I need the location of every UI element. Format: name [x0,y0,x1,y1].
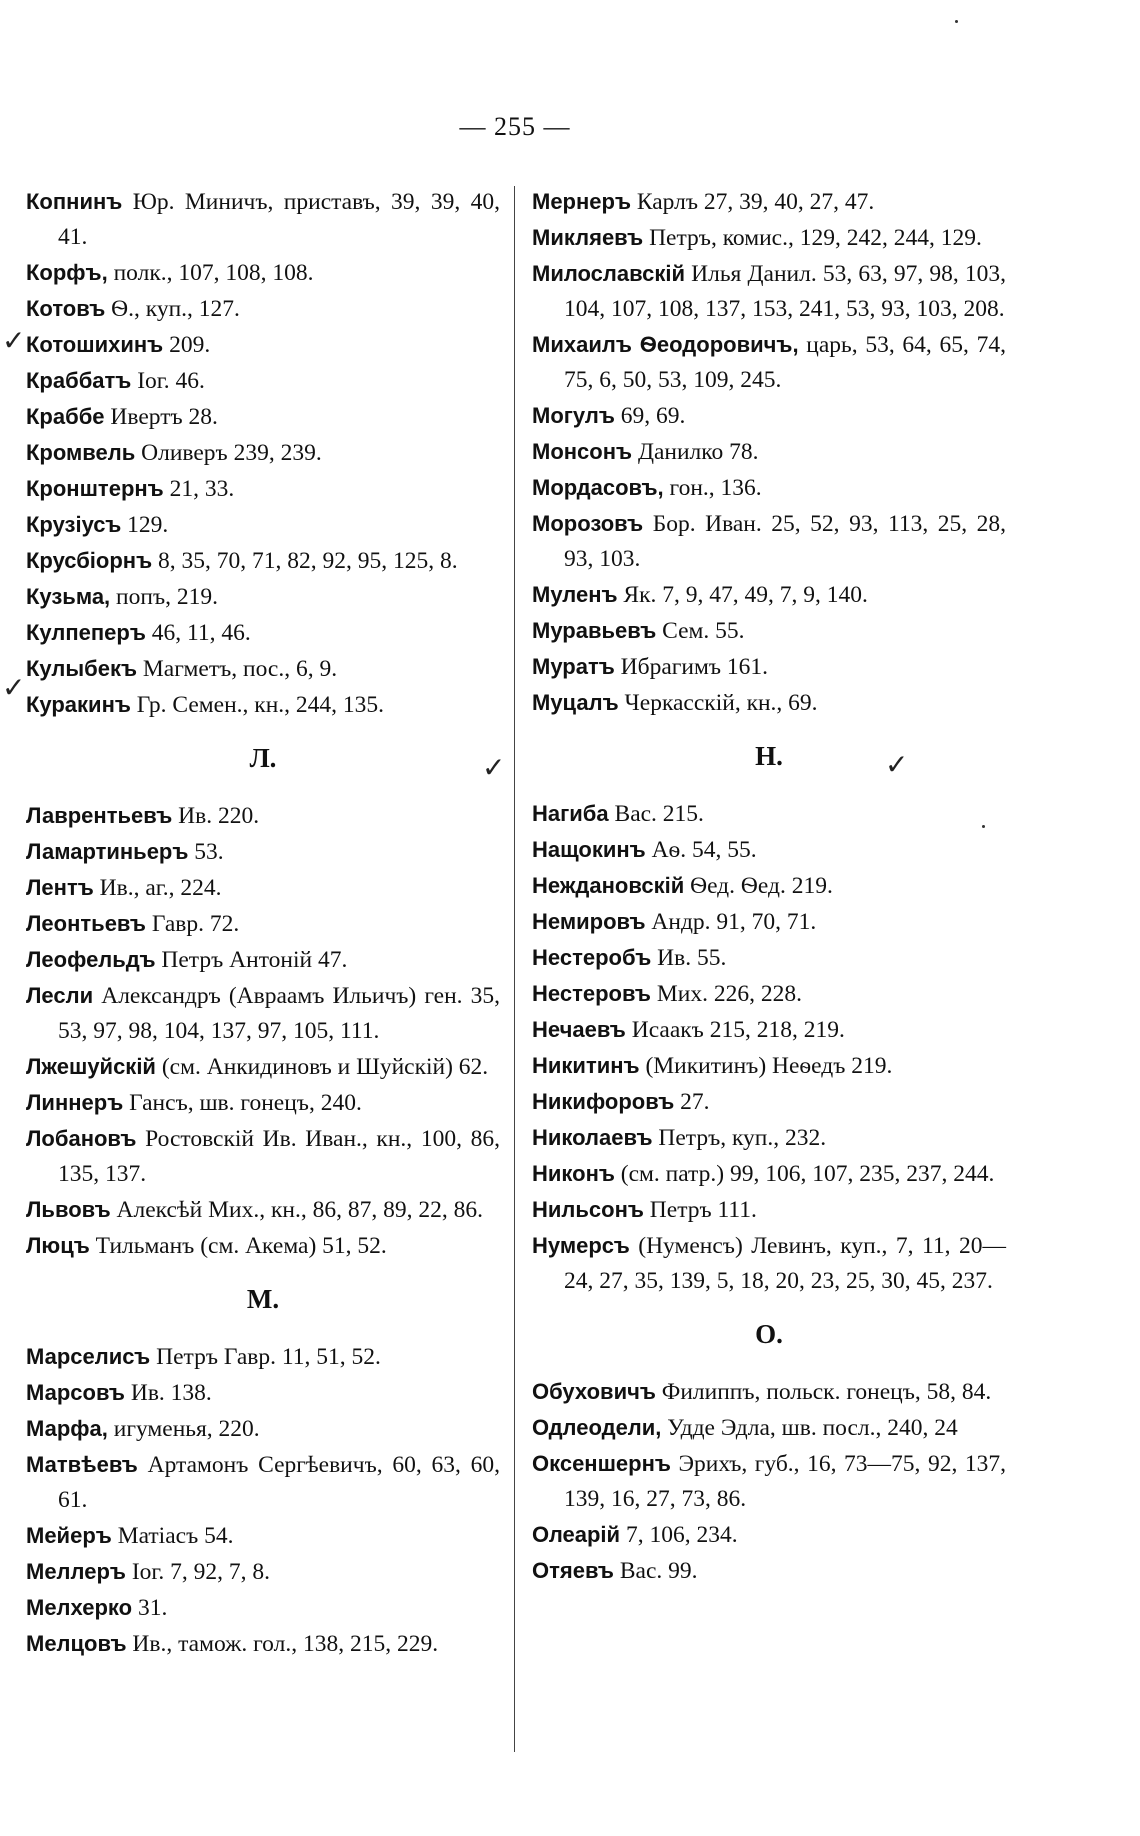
entry-references: 129. [127,512,169,538]
entry-references: 8, 35, 70, 71, 82, 92, 95, 125, 8. [158,548,458,574]
index-entry [26,942,500,978]
index-entry [532,1553,1006,1589]
index-entry [532,1084,1006,1120]
entry-references: Карлъ 27, 39, 40, 27, 47. [636,189,875,215]
entry-name: Леонтьевъ [26,911,146,936]
entry-references: Петръ, куп., 232. [658,1125,827,1151]
checkmark-icon: ✓ [482,751,506,784]
entry-references: Іог. 46. [137,368,205,394]
entry-references: Гансъ, шв. гонецъ, 240. [129,1090,362,1116]
index-entry [26,906,500,942]
index-entry [26,435,500,471]
entry-name: Матвѣевъ [26,1452,138,1477]
entry-name: Лжешуйскій [26,1054,156,1079]
index-entry [26,870,500,906]
entry-references: Ивертъ 28. [110,404,218,430]
index-entry [532,868,1006,904]
index-entry [26,798,500,834]
index-entry [26,291,500,327]
entry-name: Копнинъ [26,189,123,214]
entry-name: Микляевъ [532,225,644,250]
index-entry [26,1590,500,1626]
entry-references: 53. [194,839,224,865]
index-entry [26,1049,500,1085]
entry-name: Муцалъ [532,690,619,715]
entry-references: 209. [169,332,211,358]
entry-name: Муратъ [532,654,615,679]
entry-name: Немировъ [532,909,646,934]
letter-heading: М. [246,1284,280,1314]
entry-name: Нумерсъ [532,1233,630,1258]
entry-name: Неждановскій [532,873,685,898]
entry-name: Олеарій [532,1522,621,1547]
entry-name: Обуховичъ [532,1379,656,1404]
entry-name: Кулпеперъ [26,620,146,645]
entry-references: (см. патр.) 99, 106, 107, 235, 237, 244. [620,1161,995,1187]
index-entry [532,184,1006,220]
entry-references: Вас. 215. [614,801,704,827]
entry-name: Нащокинъ [532,837,646,862]
entry-references: Бор. Иван. 25, 52, 93, 113, 25, 28, 93, 103. [564,511,1007,572]
checkmark-icon: ✓ [2,324,26,357]
checkmark-icon: ✓ [2,671,26,704]
index-entry [26,615,500,651]
entry-references: Ив., тамож. гол., 138, 215, 229. [132,1631,439,1657]
index-entry [532,1228,1006,1299]
entry-references: Александръ (Авраамъ Ильичъ) ген. 35, 53, 97, 98, 104, 137, 97, 105, 111. [58,983,500,1044]
entry-references: игуменья, 220. [113,1416,260,1442]
index-entry [26,1447,500,1518]
entry-references: попъ, 219. [116,584,218,610]
right-column [532,184,1006,1589]
index-entry [26,687,500,723]
entry-name: Оксеншернъ [532,1451,671,1476]
entry-name: Кулыбекъ [26,656,138,681]
entry-name: Мелхерко [26,1595,133,1620]
entry-name: Кузьма, [26,584,111,609]
index-entry [532,470,1006,506]
index-entry [532,976,1006,1012]
entry-name: Краббе [26,404,105,429]
index-entry [532,1156,1006,1192]
entry-name: Корфъ, [26,260,108,285]
index-entry [532,506,1006,577]
entry-name: Котовъ [26,296,106,321]
index-entry [532,1012,1006,1048]
entry-name: Милославскій [532,261,685,286]
index-entry [532,613,1006,649]
index-entry [26,1192,500,1228]
index-entry [26,1085,500,1121]
speck [982,825,985,828]
index-entry [532,1446,1006,1517]
entry-references: 27. [680,1089,710,1115]
index-entry [26,327,500,363]
entry-references: (см. Анкидиновъ и Шуйскій) 62. [161,1054,489,1080]
entry-references: (Микитинъ) Неѳедъ 219. [645,1053,893,1079]
index-entry [532,685,1006,721]
index-entry [26,834,500,870]
entry-references: гон., 136. [669,475,762,501]
entry-name: Никифоровъ [532,1089,675,1114]
entry-name: Леофельдъ [26,947,156,972]
entry-name: Одлеодели, [532,1415,662,1440]
entry-name: Марфа, [26,1416,108,1441]
entry-references: Алексѣй Мих., кн., 86, 87, 89, 22, 86. [116,1197,483,1223]
entry-references: Ив. 220. [178,803,260,829]
index-entry [26,1554,500,1590]
entry-references: Ѳ., куп., 127. [111,296,240,322]
checkmark-icon: ✓ [885,748,909,781]
entry-name: Меллеръ [26,1559,126,1584]
index-entry [26,1518,500,1554]
entry-name: Марселисъ [26,1344,151,1369]
index-entry [532,577,1006,613]
entry-references: Іог. 7, 92, 7, 8. [131,1559,271,1585]
entry-references: Данилко 78. [637,439,759,465]
entry-name: Кромвель [26,440,136,465]
entry-name: Лобановъ [26,1126,137,1151]
entry-references: Исаакъ 215, 218, 219. [631,1017,845,1043]
index-entry [26,1411,500,1447]
entry-name: Нильсонъ [532,1197,644,1222]
entry-references: Черкасскій, кн., 69. [624,690,818,716]
index-entry [532,904,1006,940]
index-entry [26,507,500,543]
entry-name: Лесли [26,983,94,1008]
letter-heading: Л. [249,743,277,773]
index-entry [26,579,500,615]
letter-heading: О. [755,1319,783,1349]
index-entry [26,978,500,1049]
entry-name: Никитинъ [532,1053,640,1078]
index-entry [26,471,500,507]
index-entry [532,1048,1006,1084]
entry-name: Николаевъ [532,1125,653,1150]
entry-name: Мелцовъ [26,1631,127,1656]
entry-name: Люцъ [26,1233,90,1258]
index-entry [26,1121,500,1192]
index-entry [26,184,500,255]
entry-name: Морозовъ [532,511,644,536]
entry-references: Ив., аг., 224. [99,875,222,901]
index-entry [26,1339,500,1375]
speck [955,20,958,23]
entry-references: Удде Эдла, шв. посл., 240, 24 [667,1415,958,1441]
entry-name: Нагиба [532,801,609,826]
index-entry [532,1374,1006,1410]
entry-references: Вас. 99. [619,1558,698,1584]
left-column [26,184,500,1662]
entry-references: Петръ 111. [649,1197,757,1223]
entry-references: Матіасъ 54. [117,1523,234,1549]
index-entry [532,832,1006,868]
page-number: — 255 — [459,112,571,141]
entry-name: Михаилъ Ѳеодоровичъ, [532,332,799,357]
entry-name: Муленъ [532,582,618,607]
entry-name: Отяевъ [532,1558,614,1583]
entry-references: Аѳ. 54, 55. [651,837,757,863]
entry-references: 69, 69. [620,403,686,429]
index-entry [532,398,1006,434]
entry-references: Магметъ, пос., 6, 9. [142,656,338,682]
index-entry [532,256,1006,327]
index-entry [532,1410,1006,1446]
entry-references: царь, 53, 64, 65, 74, 75, 6, 50, 53, 109, 245. [564,332,1006,393]
index-entry [26,1626,500,1662]
entry-references: 7, 106, 234. [625,1522,738,1548]
index-entry [532,649,1006,685]
entry-name: Монсонъ [532,439,633,464]
entry-name: Никонъ [532,1161,615,1186]
entry-references: 21, 33. [169,476,235,502]
entry-name: Мернеръ [532,189,631,214]
entry-references: Эрихъ, губ., 16, 73—75, 92, 137, 139, 16, 27, 73, 86. [564,1451,1007,1512]
entry-name: Нечаевъ [532,1017,626,1042]
entry-references: Гр. Семен., кн., 244, 135. [136,692,385,718]
index-entry [532,434,1006,470]
index-entry [26,399,500,435]
index-entry [26,1228,500,1264]
entry-references: Ив. 55. [657,945,727,971]
index-entry [26,363,500,399]
entry-name: Нестеробъ [532,945,652,970]
index-entry [26,651,500,687]
entry-references: Оливеръ 239, 239. [141,440,322,466]
entry-name: Мордасовъ, [532,475,664,500]
entry-references: Ростовскій Ив. Иван., кн., 100, 86, 135, 137. [58,1126,501,1187]
entry-name: Лаврентьевъ [26,803,173,828]
index-entry [532,1517,1006,1553]
entry-name: Котошихинъ [26,332,164,357]
entry-references: Петръ, комис., 129, 242, 244, 129. [649,225,982,251]
entry-name: Лентъ [26,875,94,900]
entry-name: Могулъ [532,403,615,428]
entry-name: Кронштернъ [26,476,164,501]
entry-references: (Нуменсъ) Левинъ, куп., 7, 11, 20—24, 27, 35, 139, 5, 18, 20, 23, 25, 30, 45, 237. [564,1233,1007,1294]
entry-references: Ив. 138. [130,1380,212,1406]
entry-references: Илья Данил. 53, 63, 97, 98, 103, 104, 107, 108, 137, 153, 241, 53, 93, 103, 208. [564,261,1006,322]
entry-references: Филиппъ, польск. гонецъ, 58, 84. [661,1379,992,1405]
entry-name: Линнеръ [26,1090,124,1115]
entry-name: Нестеровъ [532,981,651,1006]
entry-name: Львовъ [26,1197,111,1222]
index-entry [532,327,1006,398]
entry-name: Краббатъ [26,368,132,393]
entry-references: Андр. 91, 70, 71. [651,909,817,935]
index-entry [26,255,500,291]
index-entry [532,796,1006,832]
entry-references: Ибрагимъ 161. [620,654,768,680]
index-entry [532,220,1006,256]
entry-references: 46, 11, 46. [151,620,251,646]
index-entry [26,1375,500,1411]
entry-name: Ламартиньеръ [26,839,189,864]
entry-references: Тильманъ (см. Акема) 51, 52. [95,1233,387,1259]
entry-references: 31. [137,1595,168,1621]
entry-references: Юр. Миничъ, приставъ, 39, 39, 40, 41. [58,189,501,250]
entry-references: Гавр. 72. [151,911,240,937]
entry-references: Петръ Гавр. 11, 51, 52. [156,1344,381,1370]
entry-name: Марсовъ [26,1380,125,1405]
index-entry [532,1192,1006,1228]
entry-name: Куракинъ [26,692,131,717]
entry-name: Мейеръ [26,1523,112,1548]
entry-name: Крузіусъ [26,512,122,537]
entry-references: Петръ Антоній 47. [161,947,348,973]
entry-references: Артамонъ Сергѣевичъ, 60, 63, 60, 61. [58,1452,500,1513]
index-entry [532,940,1006,976]
entry-references: Мих. 226, 228. [656,981,802,1007]
index-entry [532,1120,1006,1156]
entry-references: Сем. 55. [662,618,745,644]
index-entry [26,543,500,579]
entry-name: Крусбіорнъ [26,548,153,573]
entry-references: Як. 7, 9, 47, 49, 7, 9, 140. [623,582,868,608]
column-divider [514,186,515,1752]
entry-references: Ѳед. Ѳед. 219. [690,873,833,899]
letter-heading: Н. [755,741,783,771]
entry-name: Муравьевъ [532,618,657,643]
entry-references: полк., 107, 108, 108. [113,260,314,286]
